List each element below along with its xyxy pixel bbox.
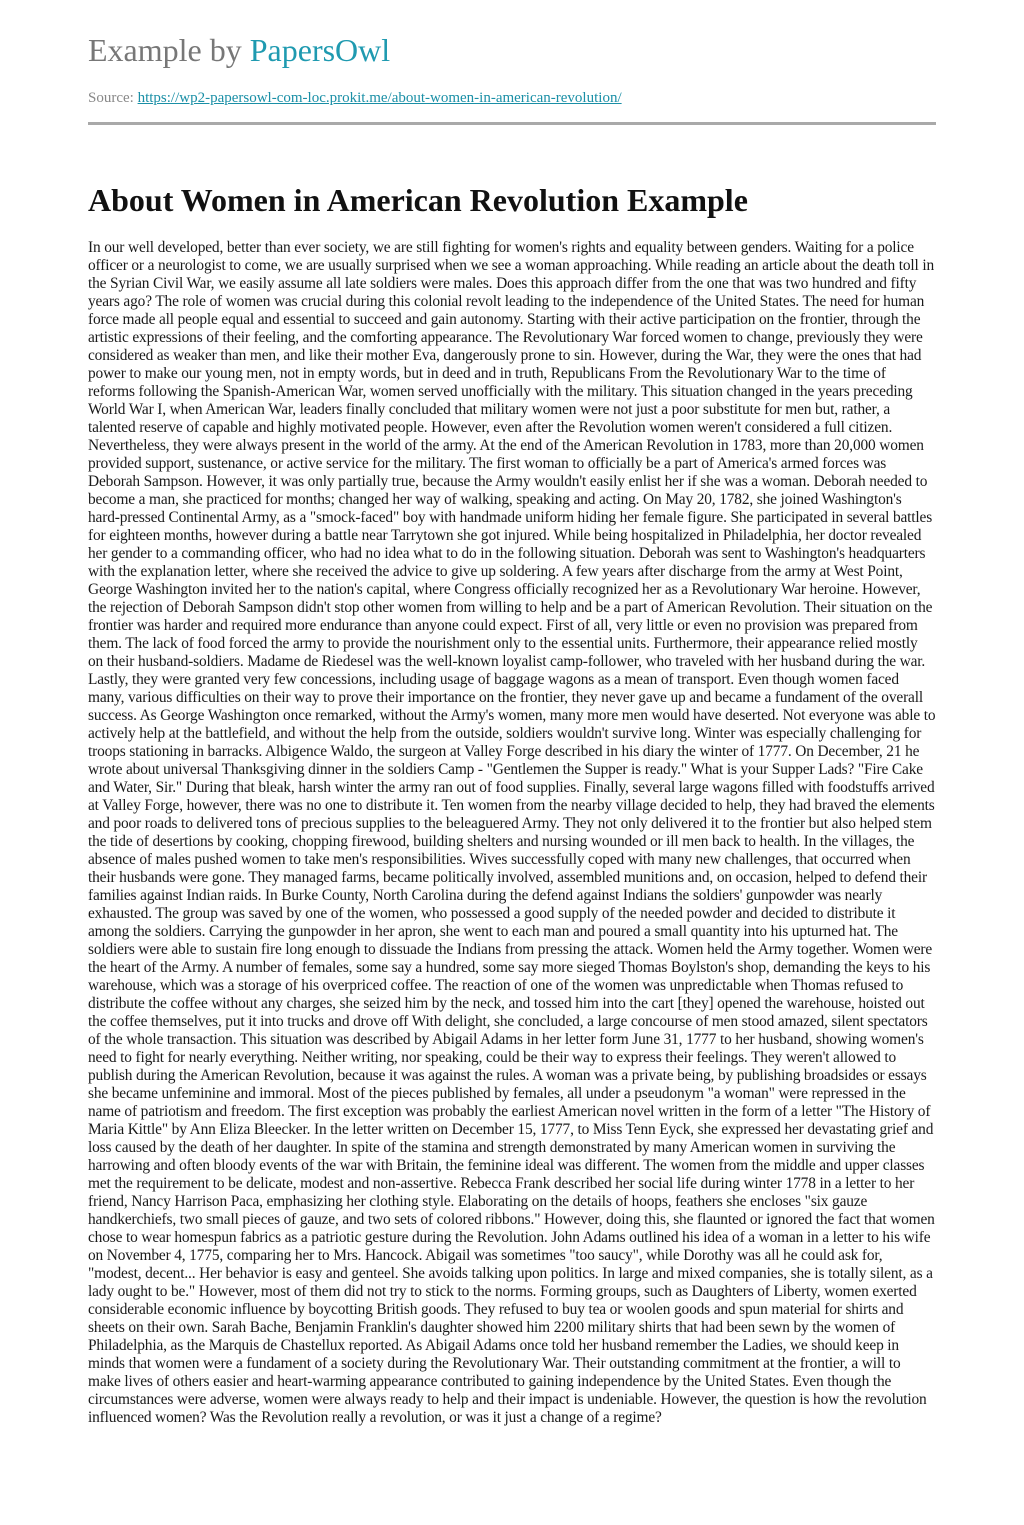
header-divider — [88, 122, 936, 125]
brand-prefix: Example by — [88, 32, 250, 68]
brand-header — [88, 30, 390, 70]
source-line — [88, 88, 622, 108]
article-body: In our well developed, better than ever society, we are still fighting for women's rights and equality between genders. Waiting for a police officer or a neurologist to come, we are usually surprised when we see a woman approaching. While reading an article about the death toll in the Syrian Civil War, we easily assume all late soldiers were males. Does this approach differ from the one that was two hundred and fifty years ago? The role of women was crucial during this colonial revolt leading to the independence of the United States. The need for human force made all people equal and essential to succeed and gain autonomy. Starting with their active participation on the frontier, through the artistic expressions of their feeling, and the comforting appearance. The Revolutionary War forced women to change, previously they were considered as weaker than men, and like their mother Eva, dangerously prone to sin. However, during the War, they were the ones that had power to make our young men, not in empty words, but in deed and in truth, Republicans From the Revolutionary War to the time of reforms following the Spanish-American War, women served unofficially with the military. This situation changed in the years preceding World War I, when American War, leaders finally concluded that military women were not just a poor substitute for men but, rather, a talented reserve of capable and highly motivated people. However, even after the Revolution women weren't considered a full citizen. Nevertheless, they were always present in the world of the army. At the end of the American Revolution in 1783, more than 20,000 women provided support, sustenance, or active service for the military. The first woman to officially be a part of America's armed forces was Deborah Sampson. However, it was only partially true, because the Army wouldn't easily enlist her if she was a woman. Deborah needed to become a man, she practiced for months; changed her way of walking, speaking and acting. On May 20, 1782, she joined Washington's hard-pressed Continental Army, as a "smock-faced" boy with handmade uniform hiding her female figure. She participated in several battles for eighteen months, however during a battle near Tarrytown she got injured. While being hospitalized in Philadelphia, her doctor revealed her gender to a commanding officer, who had no idea what to do in the following situation. Deborah was sent to Washington's headquarters with the explanation letter, where she received the advice to give up soldering. A few years after discharge from the army at West Point, George Washington invited her to the nation's capital, where Congress officially recognized her as a Revolutionary War heroine. However, the rejection of Deborah Sampson didn't stop other women from willing to help and be a part of American Revolution. Their situation on the frontier was harder and required more endurance than anyone could expect. First of all, very little or even no provision was prepared from them. The lack of food forced the army to provide the nourishment only to the essential units. Furthermore, their appearance relied mostly on their husband-soldiers. Madame de Riedesel was the well-known loyalist camp-follower, who traveled with her husband during the war. Lastly, they were granted very few concessions, including usage of baggage wagons as a mean of transport. Even though women faced many, various difficulties on their way to prove their importance on the frontier, they never gave up and became a fundament of the overall success. As George Washington once remarked, without the Army's women, many more men would have deserted. Not everyone was able to actively help at the battlefield, and without the help from the outside, soldiers wouldn't survive long. Winter was especially challenging for troops stationing in barracks. Albigence Waldo, the surgeon at Valley Forge described in his diary the winter of 1777. On December, 21 he wrote about universal Thanksgiving dinner in the soldiers Camp - "Gentlemen the Supper is ready." What is your Supper Lads? "Fire Cake and Water, Sir." During that bleak, harsh winter the army ran out of food supplies. Finally, several large wagons filled with foodstuffs arrived at Valley Forge, however, there was no one to distribute it. Ten women from the nearby village decided to help, they had braved the elements and poor roads to delivered tons of precious supplies to the beleaguered Army. They not only delivered it to the frontier but also helped stem the tide of desertions by cooking, chopping firewood, building shelters and nursing wounded or ill men back to health. In the villages, the absence of males pushed women to take men's responsibilities. Wives successfully coped with many new challenges, that occurred when their husbands were gone. They managed farms, became politically involved, assembled munitions and, on occasion, helped to defend their families against Indian raids. In Burke County, North Carolina during the defend against Indians the soldiers' gunpowder was nearly exhausted. The group was saved by one of the women, who possessed a good supply of the needed powder and decided to distribute it among the soldiers. Carrying the gunpowder in her apron, she went to each man and poured a small quantity into his upturned hat. The soldiers were able to sustain fire long enough to dissuade the Indians from pressing the attack. Women held the Army together. Women were the heart of the Army. A number of females, some say a hundred, some say more sieged Thomas Boylston's shop, demanding the keys to his warehouse, which was a storage of his overpriced coffee. The reaction of one of the women was unpredictable when Thomas refused to distribute the coffee without any charges, she seized him by the neck, and tossed him into the cart [they] opened the warehouse, hoisted out the coffee themselves, put it into trucks and drove off With delight, she concluded, a large concourse of men stood amazed, silent spectators of the whole transaction. This situation was described by Abigail Adams in her letter form June 31, 1777 to her husband, showing women's need to fight for nearly everything. Neither writing, nor speaking, could be their way to express their feelings. They weren't allowed to publish during the American Revolution, because it was against the rules. A woman was a private being, by publishing broadsides or essays she became unfeminine and immoral. Most of the pieces published by females, all under a pseudonym "a woman" were repressed in the name of patriotism and freedom. The first exception was probably the earliest American novel written in the form of a letter "The History of Maria Kittle" by Ann Eliza Bleecker. In the letter written on December 15, 1777, to Miss Tenn Eyck, she expressed her devastating grief and loss caused by the death of her daughter. In spite of the stamina and strength demonstrated by many American women in surviving the harrowing and often bloody events of the war with Britain, the feminine ideal was different. The women from the middle and upper classes met the requirement to be delicate, modest and non-assertive. Rebecca Frank described her social life during winter 1778 in a letter to her friend, Nancy Harrison Paca, emphasizing her clothing style. Elaborating on the details of hoops, feathers she encloses "six gauze handkerchiefs, two small pieces of gauze, and two sets of colored ribbons." However, doing this, she flaunted or ignored the fact that women chose to wear homespun fabrics as a patriotic gesture during the Revolution. John Adams outlined his idea of a woman in a letter to his wife on November 4, 1775, comparing her to Mrs. Hancock. Abigail was sometimes "too saucy", while Dorothy was all he could ask for, "modest, decent... Her behavior is easy and genteel. She avoids talking upon politics. In large and mixed companies, she is totally silent, as a lady ought to be." However, most of them did not try to stick to the norms. Forming groups, such as Daughters of Liberty, women exerted considerable economic influence by boycotting British goods. They refused to buy tea or woolen goods and spun material for shirts and sheets on their own. Sarah Bache, Benjamin Franklin's daughter showed him 2200 military shirts that had been sewn by the women of Philadelphia, as the Marquis de Chastellux reported. As Abigail Adams once told her husband remember the Ladies, we should keep in minds that women were a fundament of a society during the Revolutionary War. Their outstanding commitment at the frontier, a will to make lives of others easier and heart-warming appearance contributed to gaining independence by the United States. Even though the circumstances were adverse, women were always ready to help and their impact is undeniable. However, the question is how the revolution influenced women? Was the Revolution really a revolution, or was it just a change of a regime? — [88, 239, 936, 1426]
brand-logo-text[interactable]: PapersOwl — [249, 32, 391, 68]
source-link[interactable]: https://wp2-papersowl-com-loc.prokit.me/about-women-in-american-revolution/ — [137, 90, 622, 106]
source-label: Source: — [88, 90, 138, 106]
page-title: About Women in American Revolution Example — [88, 182, 748, 218]
